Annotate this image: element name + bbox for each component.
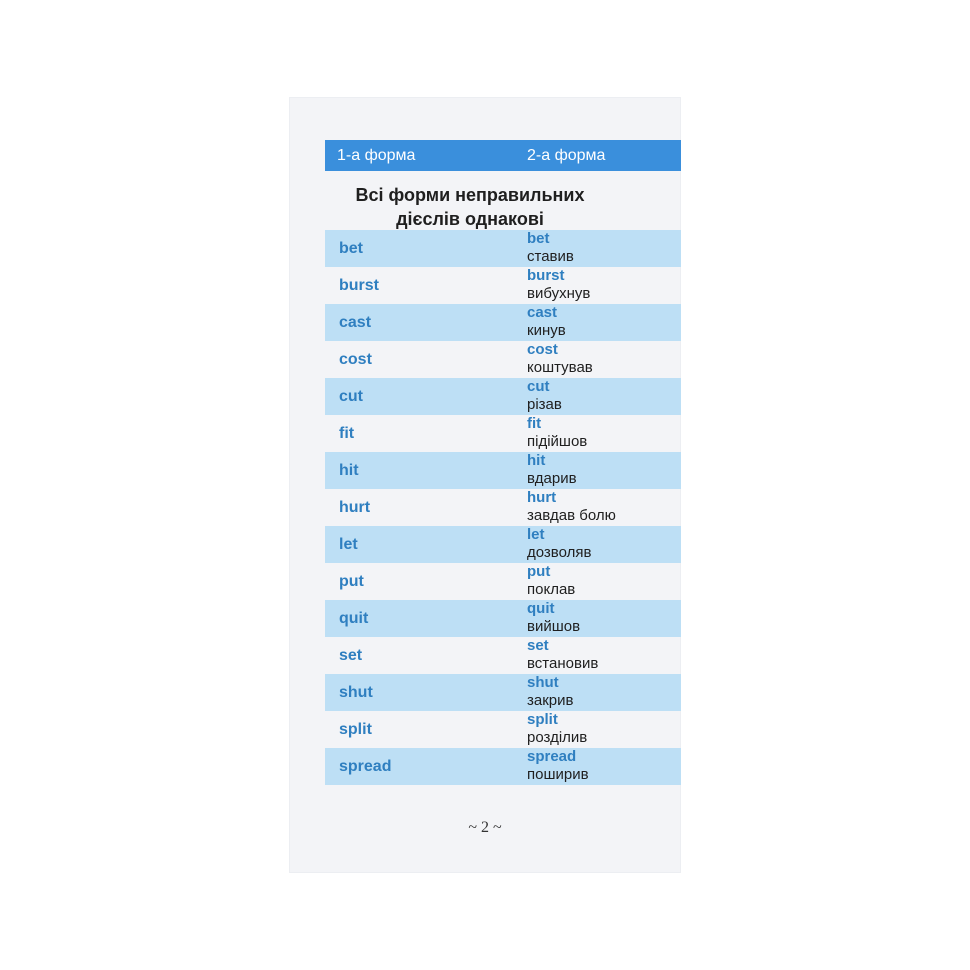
table-row [325,489,681,526]
base-form: cut [339,388,363,405]
table-row [325,267,681,304]
base-form: put [339,573,364,590]
base-form: shut [339,684,373,701]
past-form: split [527,711,558,728]
base-form: cost [339,351,372,368]
translation: вдарив [527,470,577,487]
translation: поклав [527,581,576,598]
translation: вийшов [527,618,581,635]
table-row [325,563,681,600]
table-row [325,526,681,563]
base-form: bet [339,240,363,257]
base-form: spread [339,758,392,775]
table-row [325,748,681,785]
past-form: put [527,563,551,580]
translation: вибухнув [527,285,591,302]
table-row [325,230,681,267]
table-row [325,378,681,415]
base-form: hurt [339,499,371,516]
verb-table [325,230,681,785]
translation: завдав болю [527,507,616,524]
translation: встановив [527,655,599,672]
past-form: bet [527,230,550,247]
translation: кинув [527,322,566,339]
past-form: burst [527,267,565,284]
past-form: let [527,526,545,543]
past-form: cost [527,341,558,358]
base-form: fit [339,425,355,442]
past-form: fit [527,415,542,432]
book-page [289,97,681,873]
past-form: quit [527,600,555,617]
past-form: cast [527,304,558,321]
table-row [325,341,681,378]
base-form: cast [339,314,372,331]
table-row [325,452,681,489]
table-row [325,711,681,748]
section-title [325,183,615,231]
translation: поширив [527,766,589,783]
translation: коштував [527,359,593,376]
base-form: split [339,721,372,738]
base-form: quit [339,610,369,627]
header-first-form: 1-а форма [337,147,416,164]
translation: ставив [527,248,574,265]
section-title-line-2: дієслів однакові [396,209,544,229]
base-form: hit [339,462,359,479]
translation: різав [527,396,562,413]
translation: дозволяв [527,544,592,561]
translation: розділив [527,729,588,746]
table-row [325,304,681,341]
past-form: cut [527,378,550,395]
past-form: spread [527,748,577,765]
page-number: ~ 2 ~ [468,819,502,836]
table-row [325,637,681,674]
past-form: shut [527,674,559,691]
base-form: burst [339,277,379,294]
past-form: hit [527,452,546,469]
section-title-line-1: Всі форми неправильних [355,185,585,205]
translation: закрив [527,692,574,709]
base-form: set [339,647,363,664]
header-second-form: 2-а форма [527,147,606,164]
table-row [325,674,681,711]
table-row [325,415,681,452]
table-header [325,140,681,171]
base-form: let [339,536,358,553]
past-form: set [527,637,549,654]
past-form: hurt [527,489,557,506]
table-row [325,600,681,637]
translation: підійшов [527,433,588,450]
